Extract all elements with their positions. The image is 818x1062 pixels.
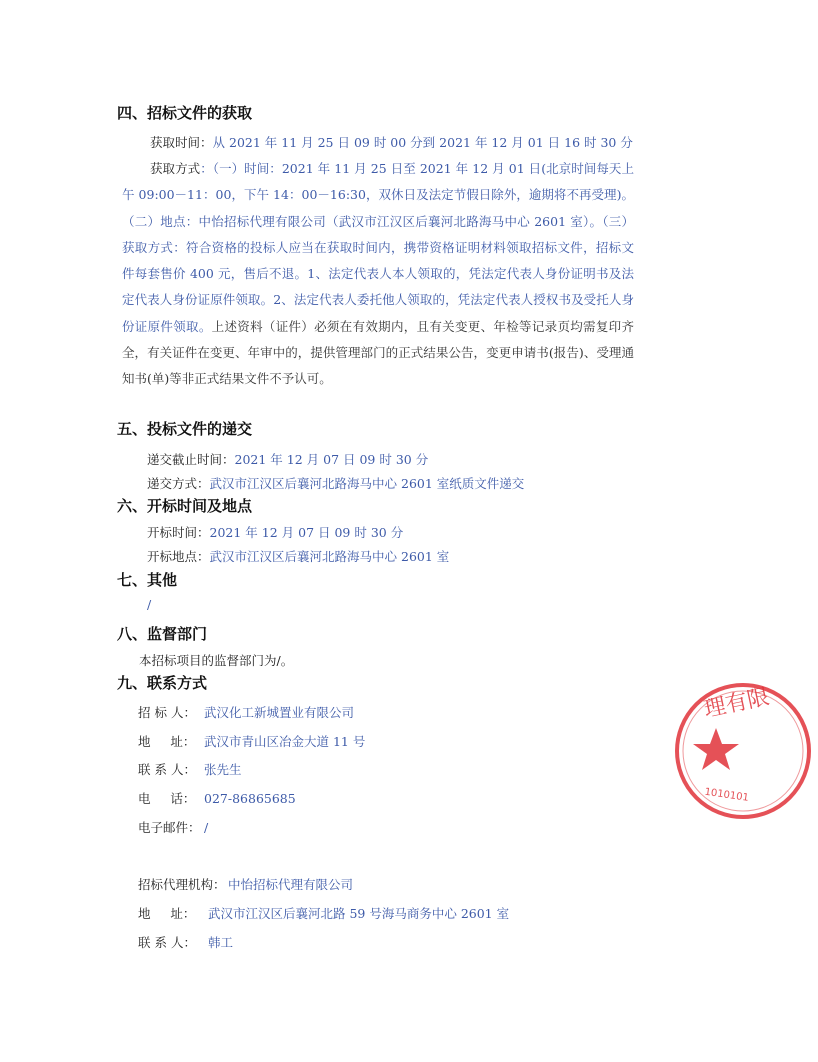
section9-heading: 九、联系方式 — [117, 674, 208, 692]
other-value: / — [147, 597, 152, 612]
agency-contact-line — [138, 933, 233, 951]
contact-value: 张先生 — [204, 762, 242, 777]
submit-method-label: 递交方式： — [147, 476, 210, 491]
acquire-time-label: 获取时间： — [150, 135, 213, 150]
acquire-method-text-b: 上述资料（证件）必须在有效期内，且有关变更、年检等记录页均需复印齐全，有关证件在变更、年审中的，提供管理部门的正式结果公告，变更申请书(报告)、受理通知书(单)等非正式结果文件不予认可。 — [122, 318, 634, 387]
phone-line — [138, 789, 296, 807]
acquire-method-text-a: ：（一）时间：2021 年 11 月 25 日至 2021 年 12 月 01 日(北京时间每天上午 09:00－11：00，下午 14：00－16:30，双休日及法定节假日除外，逾期将不再受理)。（二）地点：中怡招标代理有限公司（武汉市江汉区后襄河北路海马中心 2601 室）。（三）获取方式：符合资格的投标人应当在获取时间内，携带资格证明材料领取招标文件，招标文件每套售价 400 元，售后不退。1、法定代表人本人领取的，凭法定代表人身份证明书及法定代表人身份证原件领取。2、法定代表人委托他人领取的，凭法定代表人授权书及受托人身份证原件领取。 — [122, 161, 634, 334]
opening-time-value: 2021 年 12 月 07 日 09 时 30 分 — [209, 525, 404, 540]
acquire-time-line — [150, 133, 633, 151]
section4-heading: 四、招标文件的获取 — [117, 104, 253, 122]
agency-contact-label: 联 系 人： — [138, 935, 196, 950]
opening-place-line — [147, 547, 449, 565]
opening-time-label: 开标时间： — [147, 525, 210, 540]
address-label: 地 址： — [138, 734, 196, 749]
deadline-label: 递交截止时间： — [147, 452, 235, 467]
tenderer-value: 武汉化工新城置业有限公司 — [204, 705, 355, 720]
acquire-method-label: 获取方式 — [150, 161, 201, 176]
deadline-line — [147, 450, 428, 468]
section7-heading: 七、其他 — [117, 571, 178, 589]
opening-place-label: 开标地点： — [147, 549, 210, 564]
agency-address-value: 武汉市江汉区后襄河北路 59 号海马商务中心 2601 室 — [208, 906, 510, 921]
seal-top-text: 理有限 — [701, 684, 772, 723]
deadline-value: 2021 年 12 月 07 日 09 时 30 分 — [234, 452, 429, 467]
company-seal-stamp — [668, 676, 818, 826]
supervision-text: 本招标项目的监督部门为/。 — [139, 653, 294, 668]
tenderer-label: 招 标 人： — [138, 705, 196, 720]
seal-star-icon — [693, 728, 739, 770]
agency-line — [138, 875, 353, 893]
submit-method-value: 武汉市江汉区后襄河北路海马中心 2601 室纸质文件递交 — [209, 476, 525, 491]
contact-label: 联 系 人： — [138, 762, 196, 777]
agency-value: 中怡招标代理有限公司 — [228, 877, 354, 892]
section5-heading: 五、投标文件的递交 — [117, 420, 253, 438]
email-label: 电子邮件： — [138, 820, 201, 835]
seal-bottom-text: 1010101 — [703, 786, 750, 804]
agency-address-label: 地 址： — [138, 906, 196, 921]
section6-heading: 六、开标时间及地点 — [117, 497, 253, 515]
phone-value: 027-86865685 — [204, 791, 296, 806]
section8-heading: 八、监督部门 — [117, 625, 208, 643]
agency-contact-value: 韩工 — [208, 935, 234, 950]
phone-label: 电 话： — [138, 791, 196, 806]
opening-time-line — [147, 523, 403, 541]
submit-method-line — [147, 474, 524, 492]
acquire-time-value: 从 2021 年 11 月 25 日 09 时 00 分到 2021 年 12 月 01 日 16 时 30 分 — [212, 135, 633, 150]
address-line — [138, 732, 365, 750]
contact-line — [138, 760, 242, 778]
email-line — [138, 818, 208, 836]
tenderer-line — [138, 703, 354, 721]
address-value: 武汉市青山区冶金大道 11 号 — [204, 734, 366, 749]
email-value: / — [204, 820, 209, 835]
opening-place-value: 武汉市江汉区后襄河北路海马中心 2601 室 — [209, 549, 450, 564]
agency-label: 招标代理机构： — [138, 877, 226, 892]
acquire-method-paragraph — [122, 156, 634, 424]
agency-address-line — [138, 904, 509, 922]
